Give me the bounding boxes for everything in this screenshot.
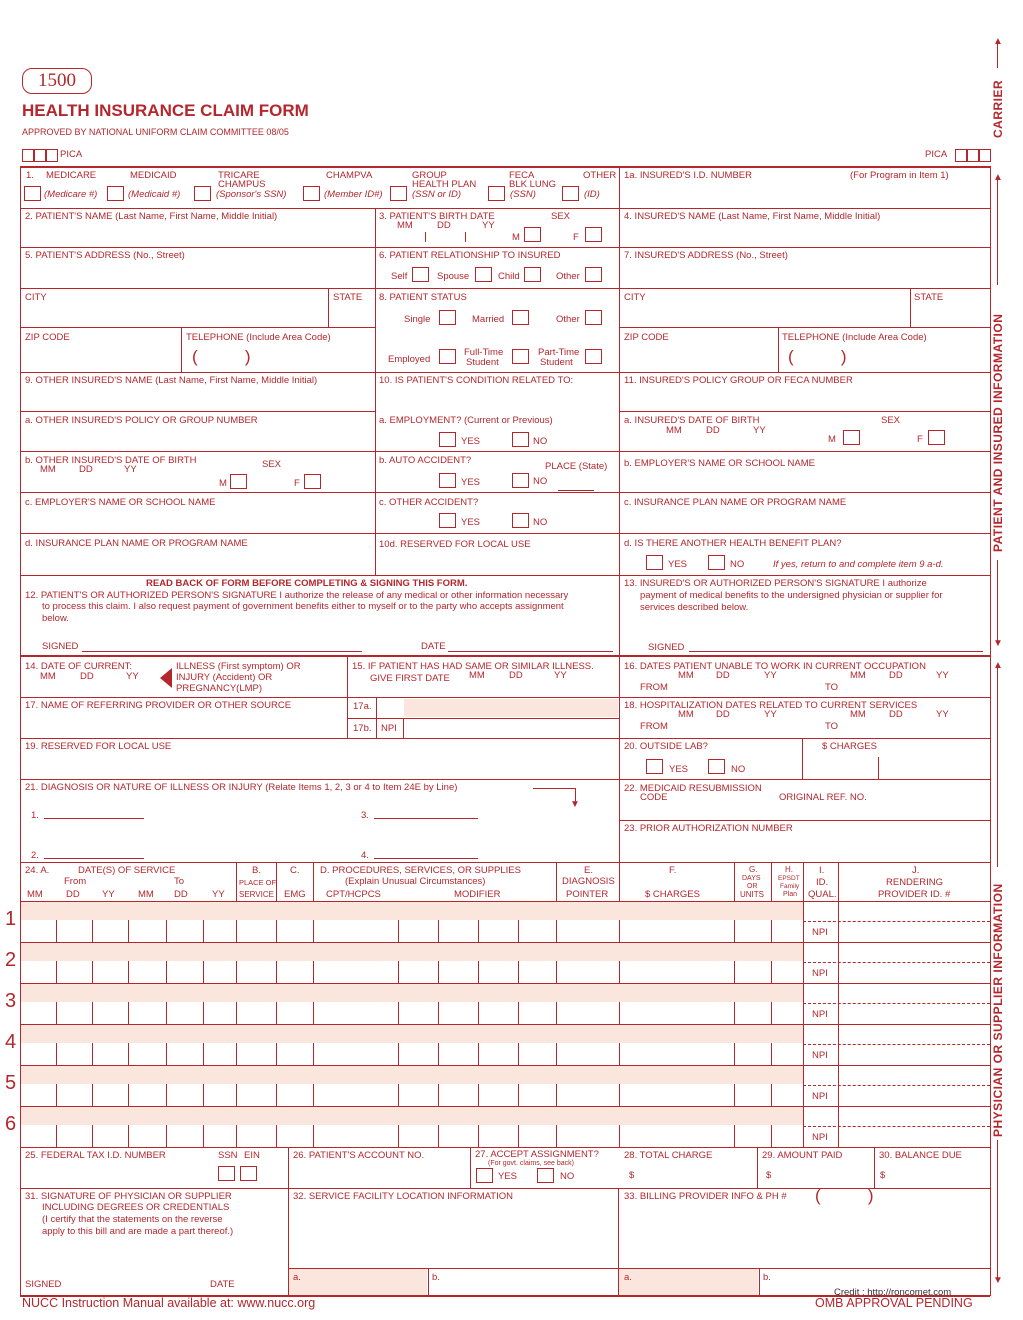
physician-side-label: PHYSICIAN OR SUPPLIER INFORMATION: [991, 883, 1005, 1137]
arrow-down-icon: ▼: [570, 799, 580, 810]
f18-yy2: YY: [936, 709, 949, 720]
pica-left-box-2[interactable]: [34, 149, 46, 162]
f18-mm2: MM: [850, 709, 866, 720]
f1-other: OTHER: [583, 170, 617, 181]
f27-no: NO: [560, 1171, 575, 1182]
f3-m: M: [512, 232, 520, 243]
approval-text: APPROVED BY NATIONAL UNIFORM CLAIM COMMITTEE 08/05: [22, 127, 289, 137]
f9b-yy: YY: [124, 464, 137, 475]
f1-s-ssn: (SSN): [510, 189, 536, 200]
patient-side-label: PATIENT AND INSURED INFORMATION: [991, 313, 1005, 552]
f24-d: D. PROCEDURES, SERVICES, OR SUPPLIES: [320, 865, 521, 876]
f5-zip: ZIP CODE: [25, 332, 70, 343]
arrow-up-icon: ▲: [993, 36, 1003, 47]
pica-left-box-1[interactable]: [22, 149, 34, 162]
f9b-f: F: [294, 478, 300, 489]
f11a-label: a. INSURED'S DATE OF BIRTH: [624, 415, 760, 426]
f17b-npi: NPI: [381, 723, 397, 734]
f12-l3: below.: [42, 613, 69, 624]
insured-sex-f-checkbox[interactable]: [928, 430, 945, 445]
f9b-m: M: [219, 478, 227, 489]
f16-mm2: MM: [850, 670, 866, 681]
f15-label: 15. IF PATIENT HAS HAD SAME OR SIMILAR ILLNESS.: [352, 661, 594, 672]
f22-orig: ORIGINAL REF. NO.: [779, 792, 867, 803]
f6-child: Child: [498, 271, 520, 282]
f20-charges: $ CHARGES: [822, 741, 877, 752]
f18-yy1: YY: [764, 709, 777, 720]
f11a-yy: YY: [753, 425, 766, 436]
f13-signed: SIGNED: [648, 642, 685, 653]
f24-j: J.: [912, 865, 920, 876]
f15-yy: YY: [554, 670, 567, 681]
f8-single: Single: [404, 314, 431, 325]
arrow-up-icon: ▲: [993, 172, 1003, 183]
feca-checkbox[interactable]: [488, 186, 505, 201]
auto-yes-checkbox[interactable]: [439, 473, 456, 488]
lab-yes-checkbox[interactable]: [646, 759, 663, 774]
rel-self-checkbox[interactable]: [412, 267, 429, 282]
f2-label: 2. PATIENT'S NAME (Last Name, First Name, Middle Initial): [25, 211, 278, 222]
f12-signed: SIGNED: [42, 641, 79, 652]
f24-to: To: [174, 876, 185, 887]
f11d-no: NO: [730, 559, 745, 570]
f7-zip: ZIP CODE: [624, 332, 669, 343]
f27-note: (For govt. claims, see back): [488, 1160, 574, 1167]
f24-h4: Plan: [783, 891, 798, 898]
f3-sex: SEX: [551, 211, 571, 222]
f10d-label: 10d. RESERVED FOR LOCAL USE: [379, 539, 531, 550]
f24-dd2: DD: [174, 889, 188, 900]
f15-l2: GIVE FIRST DATE: [370, 673, 450, 684]
f1-s-medicaid: (Medicaid #): [128, 189, 181, 200]
f24-cpt: CPT/HCPCS: [326, 889, 381, 900]
f8-fulltime-student: Student: [466, 357, 499, 368]
footer-nucc: NUCC Instruction Manual available at: www.nucc.org: [22, 1296, 316, 1310]
pica-right-box-2[interactable]: [967, 149, 979, 162]
f11d-yes: YES: [668, 559, 688, 570]
f10-label: 10. IS PATIENT'S CONDITION RELATED TO:: [379, 375, 574, 386]
f21-n2: 2.: [31, 850, 39, 861]
f3-label: 3. PATIENT'S BIRTH DATE: [379, 211, 495, 222]
f29-dollar: $: [766, 1170, 772, 1181]
f32-b: b.: [432, 1272, 440, 1283]
f12-read: READ BACK OF FORM BEFORE COMPLETING & SIGNING THIS FORM.: [146, 578, 468, 589]
status-parttime-checkbox[interactable]: [585, 349, 602, 364]
f6-label: 6. PATIENT RELATIONSHIP TO INSURED: [379, 250, 561, 261]
medicaid-checkbox[interactable]: [107, 186, 124, 201]
f27-label: 27. ACCEPT ASSIGNMENT?: [475, 1149, 599, 1160]
f24-yy2: YY: [212, 889, 225, 900]
assign-yes-checkbox[interactable]: [476, 1168, 493, 1183]
f7-city: CITY: [624, 292, 646, 303]
f28-label: 28. TOTAL CHARGE: [624, 1150, 713, 1161]
f12-l2: to process this claim. I also request payment of government benefits either to myself or to the party who accepts assignment: [42, 601, 564, 612]
service-line-number: 4: [5, 1031, 17, 1053]
f24-g4: UNITS: [740, 890, 764, 899]
f11a-m: M: [828, 434, 836, 445]
f14-label: 14. DATE OF CURRENT:: [25, 661, 132, 672]
f1-feca2: BLK LUNG: [509, 179, 556, 190]
other-plan-no-checkbox[interactable]: [708, 555, 725, 570]
f19-label: 19. RESERVED FOR LOCAL USE: [25, 741, 172, 752]
other-checkbox[interactable]: [562, 186, 579, 201]
f33-b: b.: [763, 1272, 771, 1283]
f25-ein: EIN: [244, 1150, 260, 1161]
f11a-f: F: [917, 434, 923, 445]
f10c-no: NO: [533, 517, 548, 528]
f16-dd2: DD: [889, 670, 903, 681]
f21-n4: 4.: [361, 850, 369, 861]
f30-dollar: $: [880, 1170, 886, 1181]
arrow-up-icon: ▲: [993, 660, 1003, 671]
f10a-no: NO: [533, 436, 548, 447]
f7-state: STATE: [914, 292, 944, 303]
group-checkbox[interactable]: [390, 186, 407, 201]
f24-h3: Family: [780, 883, 800, 890]
f17-label: 17. NAME OF REFERRING PROVIDER OR OTHER SOURCE: [25, 700, 292, 711]
f15-dd: DD: [509, 670, 523, 681]
f1-champva: CHAMPVA: [326, 170, 373, 181]
f33-a: a.: [624, 1272, 632, 1283]
f10c-label: c. OTHER ACCIDENT?: [379, 497, 479, 508]
f29-label: 29. AMOUNT PAID: [762, 1150, 843, 1161]
f24-yy1: YY: [102, 889, 115, 900]
footer-credit: Credit : http://roncomet.com: [834, 1287, 952, 1298]
form-number-badge: 1500: [22, 68, 92, 94]
pica-right-box-1[interactable]: [955, 149, 967, 162]
arrow-down-icon: ▼: [993, 1275, 1003, 1286]
f16-from: FROM: [640, 682, 668, 693]
f24-mod: MODIFIER: [454, 889, 501, 900]
f5-tel-parens[interactable]: ( ): [192, 347, 251, 366]
f7-tel: TELEPHONE (Include Area Code): [782, 332, 927, 343]
f32-label: 32. SERVICE FACILITY LOCATION INFORMATION: [293, 1191, 513, 1202]
status-married-checkbox[interactable]: [512, 310, 529, 325]
f24-a: 24. A.: [25, 865, 50, 876]
f15-mm: MM: [469, 670, 485, 681]
f24-g3: OR: [747, 883, 758, 890]
rel-other-checkbox[interactable]: [585, 267, 602, 282]
f9b-sex: SEX: [262, 459, 282, 470]
other-sex-f-checkbox[interactable]: [304, 474, 321, 489]
f9-label: 9. OTHER INSURED'S NAME (Last Name, First Name, Middle Initial): [25, 375, 318, 386]
other-sex-m-checkbox[interactable]: [230, 474, 247, 489]
ssn-checkbox[interactable]: [218, 1166, 235, 1181]
f24-dd1: DD: [66, 889, 80, 900]
f14-dd: DD: [80, 671, 94, 682]
f11b-label: b. EMPLOYER'S NAME OR SCHOOL NAME: [624, 458, 815, 469]
f20-label: 20. OUTSIDE LAB?: [624, 741, 708, 752]
service-line-number: 2: [5, 949, 17, 971]
f18-to: TO: [825, 721, 839, 732]
f7-tel-parens[interactable]: ( ): [788, 347, 847, 366]
f10a-label: a. EMPLOYMENT? (Current or Previous): [379, 415, 553, 426]
f4-label: 4. INSURED'S NAME (Last Name, First Name, Middle Initial): [624, 211, 881, 222]
employment-no-checkbox[interactable]: [512, 432, 529, 447]
f9c-label: c. EMPLOYER'S NAME OR SCHOOL NAME: [25, 497, 216, 508]
form-title: HEALTH INSURANCE CLAIM FORM: [22, 101, 309, 120]
f9b-mm: MM: [40, 464, 56, 475]
f24-g2: DAYS: [742, 875, 761, 882]
pica-left-label: PICA: [60, 149, 83, 160]
f3-f: F: [573, 232, 579, 243]
f1-feca: FECA: [509, 170, 535, 181]
f31-l2: INCLUDING DEGREES OR CREDENTIALS: [42, 1202, 230, 1213]
f12-date: DATE: [421, 641, 446, 652]
f21-n3: 3.: [361, 810, 369, 821]
f8-employed: Employed: [388, 354, 431, 365]
f24-j3: PROVIDER ID. #: [878, 889, 951, 900]
ein-checkbox[interactable]: [240, 1166, 257, 1181]
f1a-label: 1a. INSURED'S I.D. NUMBER: [624, 170, 752, 181]
f9b-label: b. OTHER INSURED'S DATE OF BIRTH: [25, 455, 197, 466]
other-plan-yes-checkbox[interactable]: [646, 555, 663, 570]
f11-label: 11. INSURED'S POLICY GROUP OR FECA NUMBER: [624, 375, 853, 386]
f1-s-medicare: (Medicare #): [44, 189, 98, 200]
f31-l4: apply to this bill and are made a part thereof.): [42, 1226, 234, 1237]
f31-signed: SIGNED: [25, 1279, 62, 1290]
f21-label: 21. DIAGNOSIS OR NATURE OF ILLNESS OR INJURY (Relate Items 1, 2, 3 or 4 to Item 24E by Line): [25, 782, 458, 793]
f14-mm: MM: [40, 671, 56, 682]
f24-e2: DIAGNOSIS: [562, 876, 615, 887]
row-npi-label: NPI: [812, 968, 828, 979]
f24-g: G.: [749, 865, 758, 874]
f16-dd1: DD: [716, 670, 730, 681]
f16-yy2: YY: [936, 670, 949, 681]
f11c-label: c. INSURANCE PLAN NAME OR PROGRAM NAME: [624, 497, 847, 508]
f24-d2: (Explain Unusual Circumstances): [345, 876, 486, 887]
f20-yes: YES: [669, 764, 689, 775]
f24-i2: ID.: [816, 877, 829, 888]
f6-spouse: Spouse: [437, 271, 470, 282]
f28-dollar: $: [629, 1170, 635, 1181]
insured-sex-m-checkbox[interactable]: [843, 430, 860, 445]
status-single-checkbox[interactable]: [439, 310, 456, 325]
f8-married: Married: [472, 314, 505, 325]
f24-f: F.: [669, 865, 677, 876]
f24-c: C.: [290, 865, 300, 876]
f6-other: Other: [556, 271, 580, 282]
f18-dd1: DD: [716, 709, 730, 720]
f13-l1: 13. INSURED'S OR AUTHORIZED PERSON'S SIGNATURE I authorize: [624, 578, 927, 589]
f24-i: I.: [819, 865, 825, 876]
f3-yy: YY: [482, 220, 495, 231]
f18-label: 18. HOSPITALIZATION DATES RELATED TO CURRENT SERVICES: [624, 700, 918, 711]
employment-yes-checkbox[interactable]: [439, 432, 456, 447]
f24-from: From: [64, 876, 87, 887]
f33-label: 33. BILLING PROVIDER INFO & PH #: [624, 1191, 787, 1202]
row-npi-label: NPI: [812, 1132, 828, 1143]
f33-tel-parens[interactable]: ( ): [815, 1186, 874, 1205]
f11d-ifyes: If yes, return to and complete item 9 a-d.: [773, 559, 944, 570]
f24-h2: EPSDT: [778, 875, 800, 882]
row-npi-label: NPI: [812, 1091, 828, 1102]
f31-l1: 31. SIGNATURE OF PHYSICIAN OR SUPPLIER: [25, 1191, 232, 1202]
f1-group: GROUP: [412, 170, 447, 181]
f10b-label: b. AUTO ACCIDENT?: [379, 455, 472, 466]
f18-mm1: MM: [678, 709, 694, 720]
f14-l2: INJURY (Accident) OR: [176, 672, 273, 683]
f24-h: H.: [785, 865, 793, 874]
f8-label: 8. PATIENT STATUS: [379, 292, 467, 303]
auto-no-checkbox[interactable]: [512, 473, 529, 488]
row-npi-label: NPI: [812, 1050, 828, 1061]
f14-l1: ILLNESS (First symptom) OR: [176, 661, 301, 672]
f1-group2: HEALTH PLAN: [412, 179, 477, 190]
f11a-dd: DD: [706, 425, 720, 436]
f24-b: B.: [252, 865, 261, 876]
f10b-place: PLACE (State): [545, 461, 608, 472]
other-acc-yes-checkbox[interactable]: [439, 513, 456, 528]
status-other-checkbox[interactable]: [585, 310, 602, 325]
f1-tricare: TRICARE: [218, 170, 260, 181]
f1-s-sponsor: (Sponsor's SSN): [216, 189, 287, 200]
row-npi-label: NPI: [812, 1009, 828, 1020]
f26-label: 26. PATIENT'S ACCOUNT NO.: [293, 1150, 425, 1161]
pica-left-box-3[interactable]: [46, 149, 58, 162]
arrow-down-icon: ▼: [993, 638, 1003, 649]
f16-to: TO: [825, 682, 839, 693]
f1-s-ssnid: (SSN or ID): [412, 189, 462, 200]
patient-sex-m-checkbox[interactable]: [524, 227, 541, 242]
f8-parttime: Part-Time: [538, 347, 580, 358]
f3-dd: DD: [437, 220, 451, 231]
f3-mm: MM: [397, 220, 413, 231]
f23-label: 23. PRIOR AUTHORIZATION NUMBER: [624, 823, 793, 834]
service-line-number: 1: [5, 908, 17, 930]
f18-from: FROM: [640, 721, 668, 732]
f9d-label: d. INSURANCE PLAN NAME OR PROGRAM NAME: [25, 538, 248, 549]
f7-label: 7. INSURED'S ADDRESS (No., Street): [624, 250, 788, 261]
rel-child-checkbox[interactable]: [524, 267, 541, 282]
f1-s-member: (Member ID#): [324, 189, 383, 200]
f24-j2: RENDERING: [886, 877, 944, 888]
carrier-side-label: CARRIER: [991, 79, 1005, 138]
f1-medicare: MEDICARE: [46, 170, 97, 181]
f1-label: 1.: [26, 170, 34, 181]
f8-fulltime: Full-Time: [464, 347, 504, 358]
f5-city: CITY: [25, 292, 47, 303]
f10b-no: NO: [533, 476, 548, 487]
f24-emg: EMG: [284, 889, 306, 900]
f9b-dd: DD: [79, 464, 93, 475]
champva-checkbox[interactable]: [303, 186, 320, 201]
f16-label: 16. DATES PATIENT UNABLE TO WORK IN CURRENT OCCUPATION: [624, 661, 926, 672]
f11a-mm: MM: [666, 425, 682, 436]
other-acc-no-checkbox[interactable]: [512, 513, 529, 528]
footer-omb: OMB APPROVAL PENDING: [815, 1296, 973, 1310]
f12-l1: 12. PATIENT'S OR AUTHORIZED PERSON'S SIGNATURE I authorize the release of any medical or other information necessary: [25, 590, 569, 601]
medicare-checkbox[interactable]: [24, 186, 41, 201]
f24-e: E.: [584, 865, 593, 876]
f10a-yes: YES: [461, 436, 481, 447]
f24-i3: QUAL.: [808, 889, 837, 900]
f24-pos2: SERVICE: [239, 890, 274, 899]
f30-label: 30. BALANCE DUE: [879, 1150, 962, 1161]
f5-tel: TELEPHONE (Include Area Code): [186, 332, 331, 343]
f5-label: 5. PATIENT'S ADDRESS (No., Street): [25, 250, 185, 261]
rel-spouse-checkbox[interactable]: [475, 267, 492, 282]
f27-yes: YES: [498, 1171, 518, 1182]
f14-yy: YY: [126, 671, 139, 682]
f24-charges: $ CHARGES: [645, 889, 700, 900]
f13-l2: payment of medical benefits to the undersigned physician or supplier for: [640, 590, 943, 601]
f25-ssn: SSN: [218, 1150, 238, 1161]
patient-sex-f-checkbox[interactable]: [585, 227, 602, 242]
f8-other: Other: [556, 314, 580, 325]
f9a-label: a. OTHER INSURED'S POLICY OR GROUP NUMBER: [25, 415, 258, 426]
f25-label: 25. FEDERAL TAX I.D. NUMBER: [25, 1150, 166, 1161]
f1-s-id: (ID): [584, 189, 600, 200]
f8-parttime-student: Student: [540, 357, 573, 368]
status-fulltime-checkbox[interactable]: [512, 349, 529, 364]
f11d-label: d. IS THERE ANOTHER HEALTH BENEFIT PLAN?: [624, 538, 842, 549]
f31-date: DATE: [210, 1279, 235, 1290]
f24-pos1: PLACE OF: [239, 878, 277, 887]
service-line-number: 3: [5, 990, 17, 1012]
f24-mm1: MM: [27, 889, 43, 900]
row-npi-label: NPI: [812, 927, 828, 938]
triangle-pointer-icon: [160, 668, 172, 688]
lab-no-checkbox[interactable]: [708, 759, 725, 774]
f24-dates: DATE(S) OF SERVICE: [78, 865, 176, 876]
f20-no: NO: [731, 764, 746, 775]
f21-n1: 1.: [31, 810, 39, 821]
f13-l3: services described below.: [640, 602, 749, 613]
f10b-yes: YES: [461, 477, 481, 488]
f6-self: Self: [391, 271, 408, 282]
f14-l3: PREGNANCY(LMP): [176, 683, 263, 694]
tricare-checkbox[interactable]: [194, 186, 211, 201]
service-line-number: 5: [5, 1072, 17, 1094]
f17a-label: 17a.: [353, 701, 372, 712]
f16-mm1: MM: [678, 670, 694, 681]
f22-code: CODE: [640, 792, 668, 803]
assign-no-checkbox[interactable]: [537, 1168, 554, 1183]
service-line-number: 6: [5, 1113, 17, 1135]
status-employed-checkbox[interactable]: [439, 349, 456, 364]
f24-e3: POINTER: [566, 889, 609, 900]
f31-l3: (I certify that the statements on the reverse: [42, 1214, 223, 1225]
f10c-yes: YES: [461, 517, 481, 528]
f17b-label: 17b.: [353, 723, 372, 734]
pica-right-box-3[interactable]: [979, 149, 991, 162]
f22-label: 22. MEDICAID RESUBMISSION: [624, 783, 762, 794]
f18-dd2: DD: [889, 709, 903, 720]
f1a-note: (For Program in Item 1): [850, 170, 949, 181]
f5-state: STATE: [333, 292, 363, 303]
f24-mm2: MM: [138, 889, 154, 900]
f1-medicaid: MEDICAID: [130, 170, 177, 181]
f16-yy1: YY: [764, 670, 777, 681]
f32-a: a.: [293, 1272, 301, 1283]
f1-champus: CHAMPUS: [218, 179, 266, 190]
f11a-sex: SEX: [881, 415, 901, 426]
pica-right-label: PICA: [925, 149, 948, 160]
